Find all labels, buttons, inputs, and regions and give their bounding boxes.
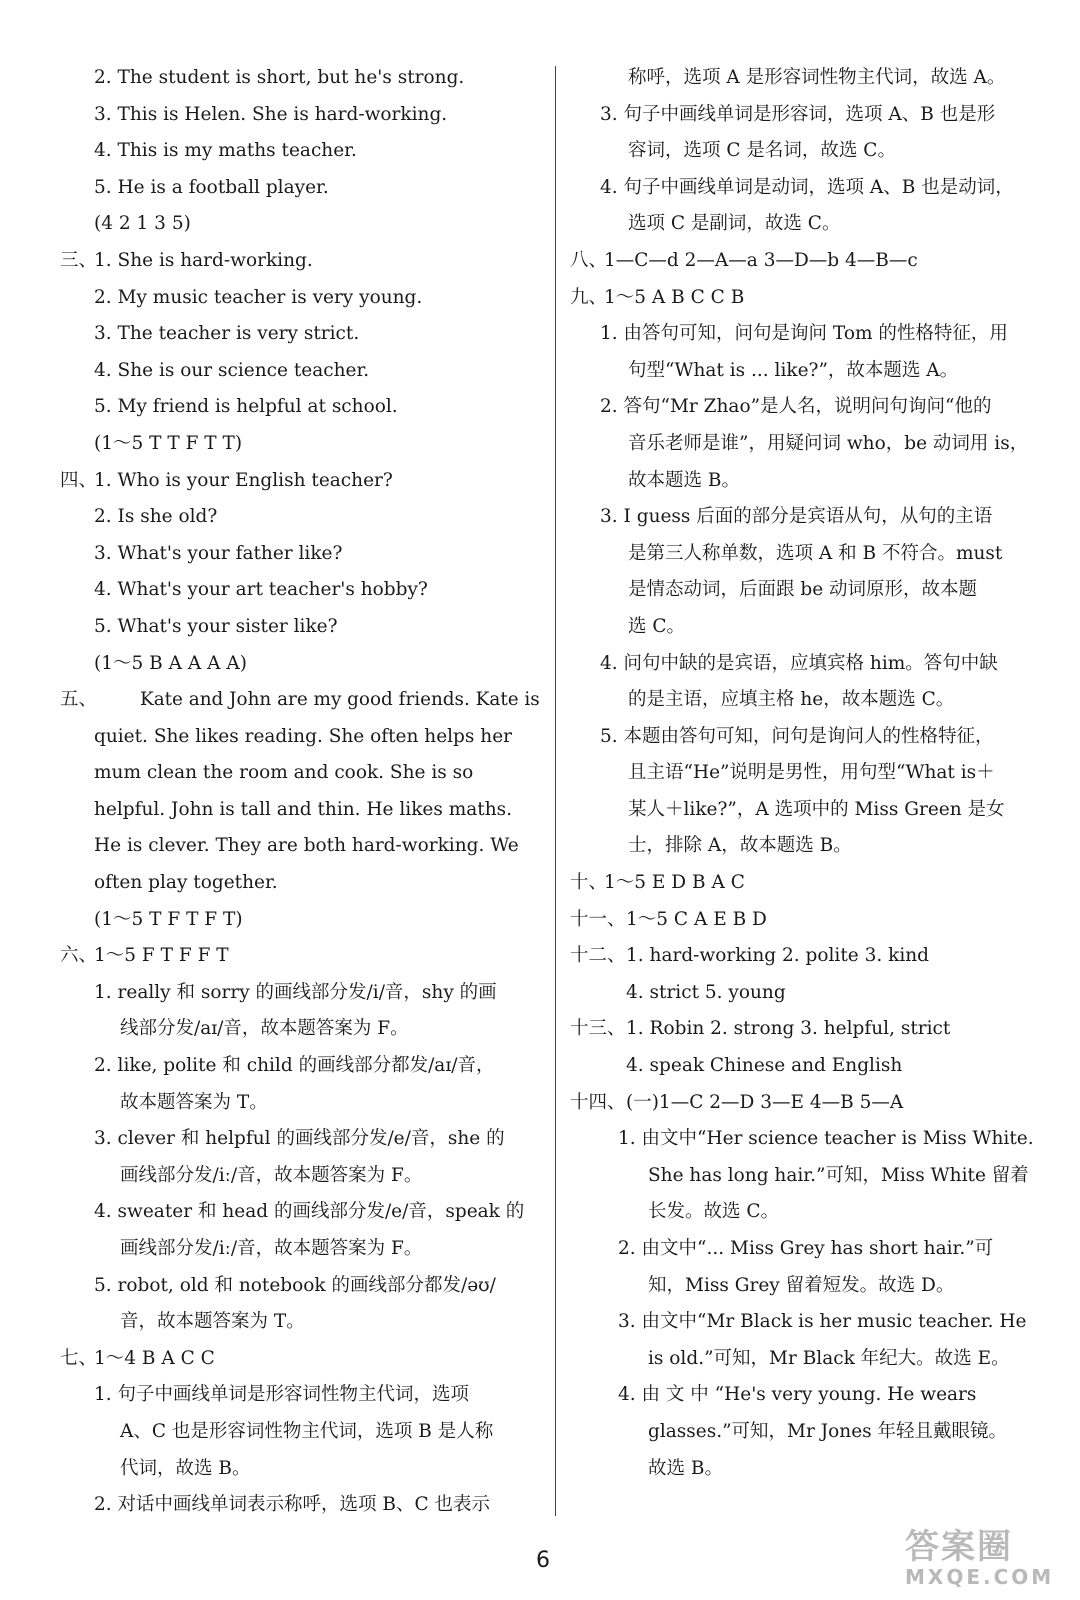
answer-line [570,1011,1045,1048]
answer-line [60,975,540,1012]
answer-line [570,646,1045,683]
answer-text: Kate and John are my good friends. Kate is [140,689,540,711]
answer-text: 1. 由答句可知，问句是询问 Tom 的性格特征，用 [600,323,1008,345]
answer-line [60,243,540,280]
answer-text: 句型“What is ... like?”，故本题选 A。 [628,359,959,381]
answer-line [60,1048,540,1085]
answer-text: 线部分发/aɪ/音，故本题答案为 F。 [120,1018,409,1040]
section-number: 七、 [60,1347,98,1369]
answer-line [60,499,540,536]
answer-line [60,682,540,719]
answer-line [60,1231,540,1268]
answer-line [60,938,540,975]
answer-line [60,1085,540,1122]
answer-line [570,572,1045,609]
answer-line [60,353,540,390]
answer-line [570,499,1045,536]
answer-text: 音乐老师是谁”，用疑问词 who，be 动词用 is， [628,432,1029,454]
answer-line [570,426,1045,463]
answer-text: (1～5 T F T F T) [94,908,243,930]
answer-line [60,646,540,683]
section-number: 十二、 [570,945,626,967]
answer-line [570,1414,1045,1451]
answer-line [60,792,540,829]
answer-line [60,1341,540,1378]
answer-line [60,1194,540,1231]
answer-text: 1. She is hard-working. [94,249,313,271]
answer-line [570,463,1045,500]
answer-text: 1. really 和 sorry 的画线部分发/i/音，shy 的画 [94,981,497,1003]
answer-text: 4. speak Chinese and English [626,1055,903,1077]
answer-line [570,792,1045,829]
column-divider [555,66,556,1516]
answer-text: 知，Miss Grey 留着短发。故选 D。 [648,1274,955,1296]
answer-text: 1～5 F T F F T [94,945,229,967]
answer-text: 称呼，选项 A 是形容词性物主代词，故选 A。 [628,67,1006,88]
answer-line [570,1048,1045,1085]
answer-line [60,865,540,902]
section-number: 六、 [60,945,98,967]
answer-text: 画线部分发/iː/音，故本题答案为 F。 [120,1164,423,1186]
left-column [60,60,540,1524]
answer-text: 2. Is she old? [94,506,218,528]
answer-line [60,1158,540,1195]
answer-text: 1. 句子中画线单词是形容词性物主代词，选项 [94,1384,470,1406]
answer-text: 1～4 B A C C [94,1347,215,1369]
answer-text: 4. 由 文 中 “He's very young. He wears [618,1384,977,1406]
answer-text: 3. What's your father like? [94,542,343,564]
answer-line [60,536,540,573]
answer-line [60,1414,540,1451]
answer-line [570,1341,1045,1378]
answer-line [570,938,1045,975]
answer-line [570,1121,1045,1158]
answer-text: 5. robot, old 和 notebook 的画线部分都发/əʊ/ [94,1274,496,1296]
answer-line [60,426,540,463]
answer-line [60,1268,540,1305]
answer-line [570,243,1045,280]
answer-text: 3. 句子中画线单词是形容词，选项 A、B 也是形 [600,103,996,125]
answer-line [570,389,1045,426]
section-number: 五、 [60,689,98,711]
answer-text: 1. 由文中“Her science teacher is Miss White. [618,1128,1034,1150]
answer-text: helpful. John is tall and thin. He likes maths. [94,798,513,820]
answer-text: 故本题答案为 T。 [120,1091,268,1113]
answer-text: 画线部分发/iː/音，故本题答案为 F。 [120,1238,423,1259]
answer-text: 容词，选项 C 是名词，故选 C。 [628,140,896,162]
answer-text: 1～5 C A E B D [626,908,767,930]
answer-text: 5. My friend is helpful at school. [94,396,398,418]
answer-text: 2. 答句“Mr Zhao”是人名，说明问句询问“他的 [600,396,992,418]
answer-text: 的是主语，应填主格 he，故本题选 C。 [628,689,955,711]
answer-text: 2. The student is short, but he's strong. [94,67,465,88]
answer-line [60,463,540,500]
answer-text: 代词，故选 B。 [120,1457,251,1479]
section-number: 十四、 [570,1091,626,1113]
answer-text: 3. I guess 后面的部分是宾语从句，从句的主语 [600,506,993,528]
answer-text: (1～5 T T F T T) [94,432,243,454]
answer-line [60,572,540,609]
answer-text: 4. 句子中画线单词是动词，选项 A、B 也是动词， [600,176,1014,198]
answer-line [60,755,540,792]
answer-line [570,170,1045,207]
answer-text: 且主语“He”说明是男性，用句型“What is＋ [628,762,995,784]
answer-text: 5. He is a football player. [94,176,329,198]
answer-line [570,280,1045,317]
answer-text: A、C 也是形容词性物主代词，选项 B 是人称 [120,1420,494,1442]
answer-text: (一)1—C 2—D 3—E 4—B 5—A [626,1091,904,1113]
answer-line [570,755,1045,792]
section-number: 九、 [570,286,608,308]
answer-text: often play together. [94,872,278,894]
answer-line [570,1158,1045,1195]
answer-text: 2. 由文中“... Miss Grey has short hair.”可 [618,1238,994,1259]
answer-line [570,1304,1045,1341]
answer-line [570,902,1045,939]
answer-line [570,133,1045,170]
section-number: 八、 [570,249,608,271]
answer-line [60,828,540,865]
answer-text: 4. What's your art teacher's hobby? [94,579,428,601]
answer-line [60,1121,540,1158]
answer-text: 3. This is Helen. She is hard-working. [94,103,448,125]
answer-line [60,133,540,170]
answer-text: 选项 C 是副词，故选 C。 [628,213,841,235]
answer-line [570,60,1045,97]
answer-text: 1～5 E D B A C [604,872,745,894]
answer-text: 2. 对话中画线单词表示称呼，选项 B、C 也表示 [94,1494,491,1516]
answer-text: 5. 本题由答句可知，问句是询问人的性格特征， [600,725,994,747]
answer-line [570,353,1045,390]
answer-text: 4. 问句中缺的是宾语，应填宾格 him。答句中缺 [600,652,998,674]
answer-text: 3. clever 和 helpful 的画线部分发/e/音，she 的 [94,1128,505,1150]
answer-line [570,975,1045,1012]
answer-text: (4 2 1 3 5) [94,213,191,235]
answer-text: 3. The teacher is very strict. [94,323,360,345]
answer-line [60,609,540,646]
right-column [570,60,1045,1487]
answer-text: glasses.”可知，Mr Jones 年轻且戴眼镜。 [648,1420,1008,1442]
answer-text: 1. Robin 2. strong 3. helpful, strict [626,1018,951,1040]
answer-text: is old.”可知，Mr Black 年纪大。故选 E。 [648,1347,1010,1369]
answer-line [60,1011,540,1048]
section-number: 十一、 [570,908,626,930]
answer-text: 长发。故选 C。 [648,1201,780,1223]
answer-text: 4. She is our science teacher. [94,359,370,381]
answer-line [570,316,1045,353]
answer-line [60,1487,540,1524]
answer-line [60,280,540,317]
section-number: 三、 [60,249,98,271]
answer-text: 是情态动词，后面跟 be 动词原形，故本题 [628,579,978,601]
answer-text: quiet. She likes reading. She often helps her [94,725,512,747]
page-number: 6 [536,1548,550,1573]
answer-line [570,1451,1045,1488]
answer-line [570,97,1045,134]
answer-line [570,719,1045,756]
answer-text: 某人＋like?”，A 选项中的 Miss Green 是女 [628,798,1005,820]
answer-text: 故本题选 B。 [628,469,740,491]
answer-line [60,1377,540,1414]
answer-text: 4. This is my maths teacher. [94,140,357,162]
answer-text: 1～5 A B C C B [604,286,745,308]
answer-text: (1～5 B A A A A) [94,652,247,674]
answer-line [570,865,1045,902]
watermark-text: 答案圈 [905,1527,1013,1567]
section-number: 四、 [60,469,98,491]
section-number: 十、 [570,872,608,894]
answer-text: 1. Who is your English teacher? [94,469,393,491]
answer-text: 士，排除 A，故本题选 B。 [628,835,852,857]
watermark-url: MXQE.COM [905,1565,1055,1589]
answer-line [570,1377,1045,1414]
answer-text: mum clean the room and cook. She is so [94,762,474,784]
answer-line [60,60,540,97]
answer-text: He is clever. They are both hard-working. We [94,835,519,857]
answer-line [60,97,540,134]
answer-text: 音，故本题答案为 T。 [120,1311,305,1333]
answer-line [60,206,540,243]
answer-line [60,316,540,353]
answer-text: 4. strict 5. young [626,981,786,1003]
answer-line [570,1231,1045,1268]
answer-line [60,719,540,756]
answer-text: 是第三人称单数，选项 A 和 B 不符合。must [628,542,1003,564]
answer-text: 2. like, polite 和 child 的画线部分都发/aɪ/音， [94,1055,495,1077]
answer-line [570,609,1045,646]
answer-line [570,1268,1045,1305]
answer-text: 1. hard-working 2. polite 3. kind [626,945,930,967]
answer-text: 选 C。 [628,615,686,637]
answer-line [60,902,540,939]
answer-text: 4. sweater 和 head 的画线部分发/e/音，speak 的 [94,1201,525,1223]
answer-line [60,1304,540,1341]
answer-text: 5. What's your sister like? [94,615,338,637]
answer-line [570,206,1045,243]
answer-line [60,389,540,426]
answer-line [570,1085,1045,1122]
section-number: 十三、 [570,1018,626,1040]
answer-line [60,1451,540,1488]
answer-text: She has long hair.”可知，Miss White 留着 [648,1164,1029,1186]
answer-line [570,536,1045,573]
answer-line [570,828,1045,865]
answer-text: 故选 B。 [648,1457,723,1479]
answer-line [60,170,540,207]
answer-line [570,682,1045,719]
answer-text: 1—C—d 2—A—a 3—D—b 4—B—c [604,249,918,271]
answer-text: 3. 由文中“Mr Black is her music teacher. He [618,1311,1027,1333]
answer-text: 2. My music teacher is very young. [94,286,423,308]
watermark-logo [905,1528,1055,1592]
answer-line [570,1194,1045,1231]
